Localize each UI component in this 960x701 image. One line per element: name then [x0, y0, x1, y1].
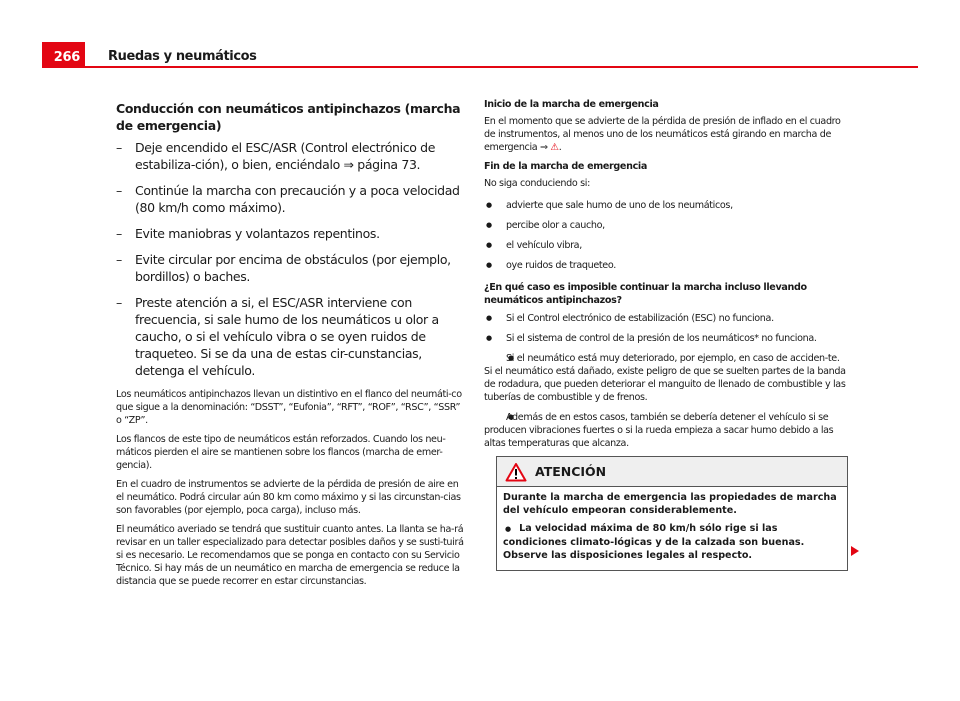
heading: Conducción con neumáticos antipinchazos (marcha de emergencia) — [116, 101, 461, 133]
subheading: Fin de la marcha de emergencia — [484, 161, 647, 172]
list-item: ● advierte que sale humo de uno de los neumáticos, — [484, 199, 848, 212]
page-number: 266 — [42, 42, 85, 68]
section-title: Ruedas y neumáticos — [108, 49, 257, 64]
warning-icon[interactable]: ⚠ — [550, 142, 559, 153]
subheading: ¿En qué caso es imposible continuar la marcha incluso llevando neumáticos antipinchazos? — [484, 282, 807, 306]
list-item: – Evite maniobras y volantazos repentinos. — [116, 225, 464, 242]
paragraph: Los flancos de este tipo de neumáticos están reforzados. Cuando los neu-máticos pierden el aire se mantienen sobre los flancos (marcha de emer-gencia). — [116, 434, 446, 471]
paragraph: En el cuadro de instrumentos se advierte de la pérdida de presión de aire en el neumático. Podrá circular aún 80 km como máximo y si las circunstan-cias son favorables (por ejemplo, poca carga), incluso más. — [116, 479, 461, 516]
right-column — [484, 98, 848, 457]
list-item: – Deje encendido el ESC/ASR (Control electrónico de estabiliza-ción), o bien, enciéndalo ⇒ página 73. — [116, 139, 464, 173]
warning-text: Durante la marcha de emergencia las propiedades de marcha del vehículo empeoran considerablemente. — [503, 492, 837, 516]
paragraph: No siga conduciendo si: — [484, 178, 590, 189]
warning-title: ATENCIÓN — [535, 464, 607, 479]
list-item: ● oye ruidos de traqueteo. — [484, 259, 848, 272]
warning-body — [497, 487, 847, 570]
list-item: – Continúe la marcha con precaución y a poca velocidad (80 km/h como máximo). — [116, 182, 464, 216]
warning-box — [496, 456, 848, 571]
paragraph: Los neumáticos antipinchazos llevan un distintivo en el flanco del neumáti-co que sigue a la denominación: “DSST”, “Eufonia”, “RFT”, “ROF”, “RSC”, “SSR” o “ZP”. — [116, 389, 462, 426]
list-item: – Preste atención a si, el ESC/ASR interviene con frecuencia, si sale humo de los neumáticos u olor a caucho, o si el vehículo vibra o se oyen ruidos de traqueteo. Si se da una de estas cir-cunstancias, detenga el vehículo. — [116, 294, 464, 379]
start-text: En el momento que se advierte de la pérdida de presión de inflado en el cuadro de instrumentos, al menos uno de los neumáticos está girando en marcha de emergencia ⇒ — [484, 116, 841, 153]
subheading: Inicio de la marcha de emergencia — [484, 99, 659, 110]
continue-arrow-icon — [851, 546, 859, 556]
warning-triangle-icon — [505, 462, 527, 482]
list-item: – Evite circular por encima de obstáculos (por ejemplo, bordillos) o baches. — [116, 251, 464, 285]
paragraph: El neumático averiado se tendrá que sustituir cuanto antes. La llanta se ha-rá revisar en un taller especializado para detectar posibles daños y se susti-tuirá si es necesario. Le recomendamos que se ponga en contacto con su Servicio Técnico. Si hay más de un neumático en marcha de emergencia se reduce la distancia que se puede recorrer en estar circunstancias. — [116, 524, 464, 587]
list-item: ● el vehículo vibra, — [484, 239, 848, 252]
warning-item: ● La velocidad máxima de 80 km/h sólo rige si las condiciones climato-lógicas y de la calzada son buenas. Observe las disposiciones legales al respecto. — [503, 523, 805, 561]
list-item: ● Si el sistema de control de la presión de los neumáticos* no funciona. — [484, 332, 848, 345]
list-item: ● Además de en estos casos, también se debería detener el vehículo si se producen vibraciones fuertes o si la rueda empieza a sacar humo debido a las altas temperaturas que alcanza. — [484, 411, 848, 450]
header-rule — [42, 66, 918, 68]
left-column — [116, 100, 464, 594]
list-item: ● percibe olor a caucho, — [484, 219, 848, 232]
list-item: ● Si el neumático está muy deteriorado, por ejemplo, en caso de acciden-te. Si el neumático está dañado, existe peligro de que se suelten partes de la banda de rodadura, que pueden deteriorar el manguito de llenado de combustible y las tuberías de combustible y de frenos. — [484, 352, 848, 404]
warning-header — [497, 457, 847, 487]
paragraph: En el momento que se advierte de la pérdida de presión de inflado en el cuadro de instrumentos, al menos uno de los neumáticos está girando en marcha de emergencia ⇒ ⚠. — [484, 116, 841, 153]
warning-item-text: La velocidad máxima de 80 km/h sólo rige si las condiciones climato-lógicas y de la calzada son buenas. Observe las disposiciones legales al respecto. — [503, 523, 805, 561]
list-item: ● Si el Control electrónico de estabilización (ESC) no funciona. — [484, 312, 848, 325]
